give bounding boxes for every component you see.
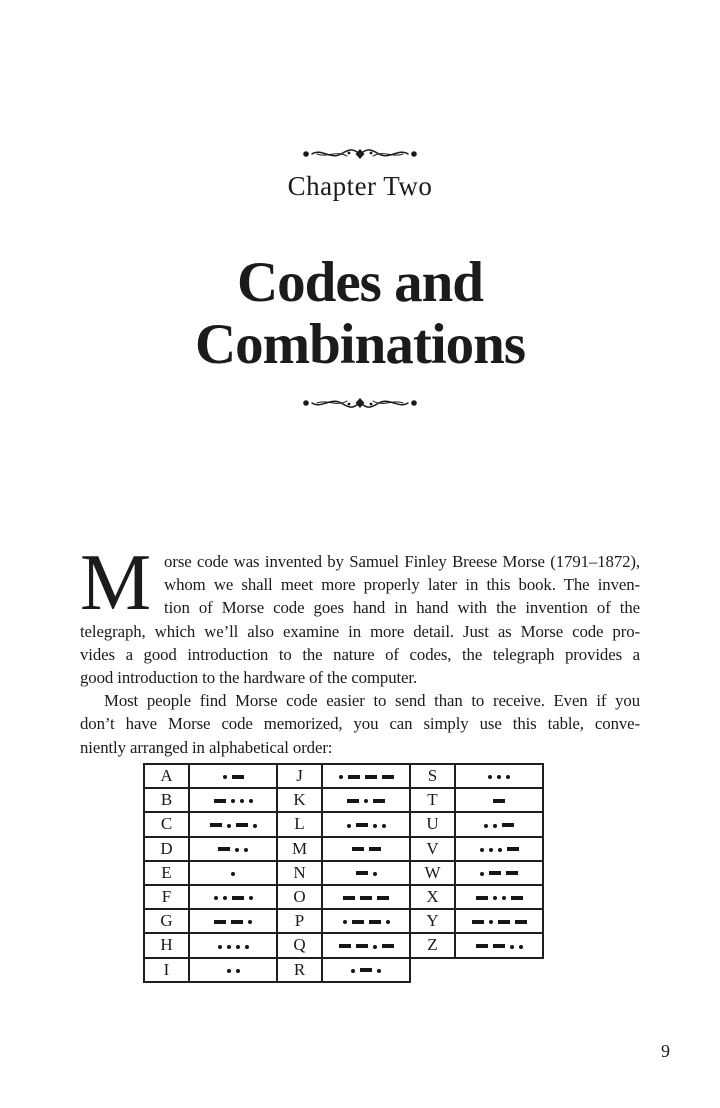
morse-code-cell <box>322 812 410 836</box>
morse-dot <box>373 824 377 828</box>
morse-table-row <box>144 837 543 861</box>
morse-dash <box>472 920 484 924</box>
text-line: telegraph, which we’ll also examine in more detail. Just as Morse code pro- <box>80 621 640 641</box>
morse-dot <box>236 969 240 973</box>
morse-letter-cell: W <box>410 861 455 885</box>
morse-dot <box>214 896 218 900</box>
morse-dash <box>493 944 505 948</box>
morse-letter-cell: J <box>277 764 322 788</box>
text-line: good introduction to the hardware of the computer. <box>80 667 418 687</box>
morse-code-cell <box>322 764 410 788</box>
morse-table-row <box>144 933 543 957</box>
morse-dash <box>232 775 244 779</box>
text-line: orse code was invented by Samuel Finley Breese Morse (1791–1872), <box>164 552 640 571</box>
morse-code-cell <box>455 837 543 861</box>
chapter-title <box>0 252 720 376</box>
paragraph-lines <box>80 539 640 689</box>
morse-letter-cell: V <box>410 837 455 861</box>
morse-code-cell <box>189 764 277 788</box>
morse-dash <box>352 847 364 851</box>
flourish-icon <box>301 146 419 162</box>
morse-letter-cell: M <box>277 837 322 861</box>
paragraph-lines <box>80 689 640 759</box>
morse-code-cell <box>455 885 543 909</box>
morse-letter-cell: A <box>144 764 189 788</box>
morse-table-row <box>144 861 543 885</box>
morse-dash <box>360 896 372 900</box>
morse-code-cell <box>322 861 410 885</box>
morse-dot <box>497 775 501 779</box>
morse-dash <box>356 944 368 948</box>
morse-code-cell <box>189 933 277 957</box>
morse-dash <box>515 920 527 924</box>
paragraph-morse-intro <box>80 539 640 689</box>
morse-dash <box>352 920 364 924</box>
morse-code-cell <box>189 909 277 933</box>
morse-dash <box>232 896 244 900</box>
morse-table-row <box>144 788 543 812</box>
morse-code-cell <box>455 861 543 885</box>
paragraph-table-intro <box>80 689 640 759</box>
morse-code-cell <box>189 861 277 885</box>
morse-letter-cell: Q <box>277 933 322 957</box>
morse-dot <box>480 848 484 852</box>
morse-dash <box>476 944 488 948</box>
morse-dash <box>502 823 514 827</box>
morse-code-cell <box>189 885 277 909</box>
morse-code-cell <box>455 933 543 957</box>
morse-letter-cell: G <box>144 909 189 933</box>
morse-code-cell <box>322 788 410 812</box>
morse-dot <box>510 945 514 949</box>
body-text <box>80 539 640 759</box>
morse-dot <box>498 848 502 852</box>
morse-letter-cell: T <box>410 788 455 812</box>
chapter-title-line1: Codes and <box>237 251 483 314</box>
morse-dot <box>223 896 227 900</box>
morse-dot <box>253 824 257 828</box>
morse-dash <box>214 920 226 924</box>
morse-dot <box>382 824 386 828</box>
flourish-ornament-top <box>0 146 720 162</box>
flourish-ornament-bottom <box>0 395 720 411</box>
morse-dot <box>364 799 368 803</box>
morse-dash <box>343 896 355 900</box>
morse-dash <box>507 847 519 851</box>
morse-table-body <box>144 764 543 982</box>
morse-dot <box>249 799 253 803</box>
page-number: 9 <box>661 1041 670 1061</box>
morse-dot <box>245 945 249 949</box>
chapter-title-line2: Combinations <box>194 313 526 376</box>
morse-dot <box>235 848 239 852</box>
morse-dot <box>223 775 227 779</box>
morse-dot <box>218 945 222 949</box>
morse-dash <box>489 871 501 875</box>
morse-dash <box>506 871 518 875</box>
morse-code-cell <box>455 909 543 933</box>
text-line: don’t have Morse code memorized, you can simply use this table, conve- <box>80 714 640 734</box>
morse-code-cell <box>189 788 277 812</box>
morse-table-row <box>144 958 543 982</box>
morse-dot <box>519 945 523 949</box>
morse-dash <box>210 823 222 827</box>
chapter-label: Chapter Two <box>287 171 433 201</box>
morse-dot <box>493 896 497 900</box>
text-line: tion of Morse code goes hand in hand with the invention of the <box>164 598 640 618</box>
text-line: Most people find Morse code easier to send than to receive. Even if you <box>104 691 640 711</box>
morse-code-cell <box>189 837 277 861</box>
morse-dash <box>348 775 360 779</box>
morse-dash <box>382 775 394 779</box>
morse-dot <box>377 969 381 973</box>
morse-letter-cell: Y <box>410 909 455 933</box>
morse-dot <box>244 848 248 852</box>
morse-dot <box>351 969 355 973</box>
morse-letter-cell: R <box>277 958 322 982</box>
morse-dot <box>373 872 377 876</box>
morse-dash <box>214 799 226 803</box>
morse-code-cell <box>455 764 543 788</box>
morse-table-row <box>144 885 543 909</box>
morse-dot <box>227 945 231 949</box>
morse-dot <box>480 872 484 876</box>
morse-letter-cell: U <box>410 812 455 836</box>
morse-dash <box>360 968 372 972</box>
morse-code-cell <box>322 837 410 861</box>
drop-cap: M <box>80 539 152 627</box>
morse-dot <box>231 872 235 876</box>
morse-letter-cell: P <box>277 909 322 933</box>
morse-dash <box>339 944 351 948</box>
morse-dash <box>377 896 389 900</box>
morse-code-cell <box>455 788 543 812</box>
morse-dot <box>343 920 347 924</box>
morse-dot <box>373 945 377 949</box>
morse-dash <box>511 896 523 900</box>
morse-dot <box>489 848 493 852</box>
morse-dash <box>356 871 368 875</box>
morse-dash <box>382 944 394 948</box>
morse-letter-cell: Z <box>410 933 455 957</box>
morse-letter-cell: C <box>144 812 189 836</box>
morse-dash <box>369 847 381 851</box>
morse-dash <box>493 799 505 803</box>
morse-dot <box>227 969 231 973</box>
morse-letter-cell: N <box>277 861 322 885</box>
morse-code-cell <box>189 812 277 836</box>
morse-dot <box>248 920 252 924</box>
morse-code-cell <box>322 933 410 957</box>
text-line: whom we shall meet more properly later in this book. The inven- <box>164 575 640 595</box>
morse-dot <box>502 896 506 900</box>
morse-table-row <box>144 909 543 933</box>
text-line: vides a good introduction to the nature of codes, the telegraph provides a <box>80 644 640 664</box>
morse-letter-cell: S <box>410 764 455 788</box>
morse-dot <box>386 920 390 924</box>
morse-dot <box>249 896 253 900</box>
text-line: niently arranged in alphabetical order: <box>80 737 333 757</box>
morse-dash <box>476 896 488 900</box>
morse-letter-cell: D <box>144 837 189 861</box>
morse-dot <box>231 799 235 803</box>
morse-dash <box>365 775 377 779</box>
morse-letter-cell: L <box>277 812 322 836</box>
morse-dash <box>236 823 248 827</box>
flourish-icon <box>301 395 419 411</box>
morse-letter-cell: O <box>277 885 322 909</box>
morse-code-cell <box>322 958 410 982</box>
morse-dot <box>488 775 492 779</box>
morse-code-cell <box>189 958 277 982</box>
morse-dot <box>489 920 493 924</box>
morse-letter-cell: E <box>144 861 189 885</box>
morse-dash <box>218 847 230 851</box>
morse-code-cell <box>322 885 410 909</box>
morse-dash <box>356 823 368 827</box>
morse-letter-cell: X <box>410 885 455 909</box>
morse-dot <box>236 945 240 949</box>
morse-letter-cell: I <box>144 958 189 982</box>
morse-dash <box>498 920 510 924</box>
morse-letter-cell: K <box>277 788 322 812</box>
morse-dot <box>493 824 497 828</box>
morse-dash <box>369 920 381 924</box>
morse-dot <box>484 824 488 828</box>
morse-code-table <box>143 763 544 983</box>
morse-dot <box>240 799 244 803</box>
morse-code-cell <box>455 812 543 836</box>
morse-table-row <box>144 812 543 836</box>
morse-dash <box>231 920 243 924</box>
morse-table-row <box>144 764 543 788</box>
morse-dot <box>227 824 231 828</box>
morse-dash <box>347 799 359 803</box>
morse-letter-cell: H <box>144 933 189 957</box>
morse-dot <box>506 775 510 779</box>
morse-code-cell <box>322 909 410 933</box>
morse-dot <box>339 775 343 779</box>
morse-letter-cell: F <box>144 885 189 909</box>
morse-letter-cell: B <box>144 788 189 812</box>
morse-dash <box>373 799 385 803</box>
morse-dot <box>347 824 351 828</box>
